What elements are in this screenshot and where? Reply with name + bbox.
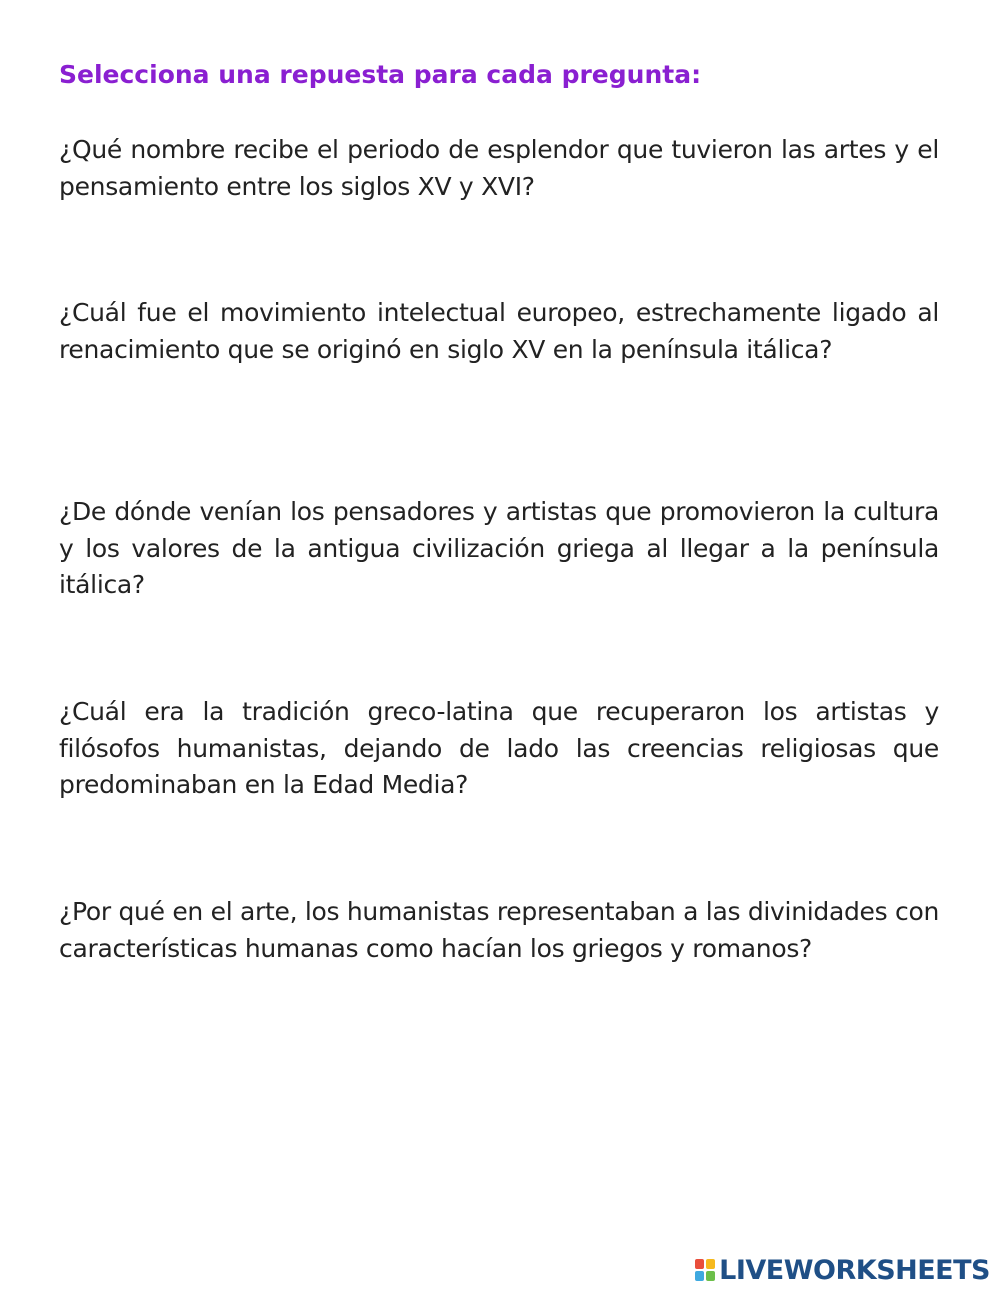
question-4: ¿Cuál era la tradición greco-latina que recuperaron los artistas y filósofos humanistas, dejando de lado las creencias religiosas que predominaban en la Edad Media?	[59, 697, 939, 799]
worksheet-title: Selecciona una repuesta para cada pregunta:	[59, 60, 702, 89]
question-3: ¿De dónde venían los pensadores y artistas que promovieron la cultura y los valores de la antigua civilización griega al llegar a la península itálica?	[59, 497, 939, 599]
logo-square-red	[695, 1259, 704, 1269]
liveworksheets-wordmark: LIVEWORKSHEETS	[719, 1254, 990, 1286]
logo-square-yellow	[706, 1259, 715, 1269]
question-1: ¿Qué nombre recibe el periodo de esplendor que tuvieron las artes y el pensamiento entre los siglos XV y XVI?	[59, 135, 939, 201]
liveworksheets-logo-icon	[694, 1258, 716, 1282]
question-5: ¿Por qué en el arte, los humanistas representaban a las divinidades con características humanas como hacían los griegos y romanos?	[59, 897, 939, 963]
liveworksheets-brand	[694, 1255, 990, 1285]
logo-square-blue	[695, 1271, 704, 1281]
question-2: ¿Cuál fue el movimiento intelectual europeo, estrechamente ligado al renacimiento que se originó en siglo XV en la península itálica?	[59, 298, 939, 364]
logo-square-green	[706, 1271, 715, 1281]
